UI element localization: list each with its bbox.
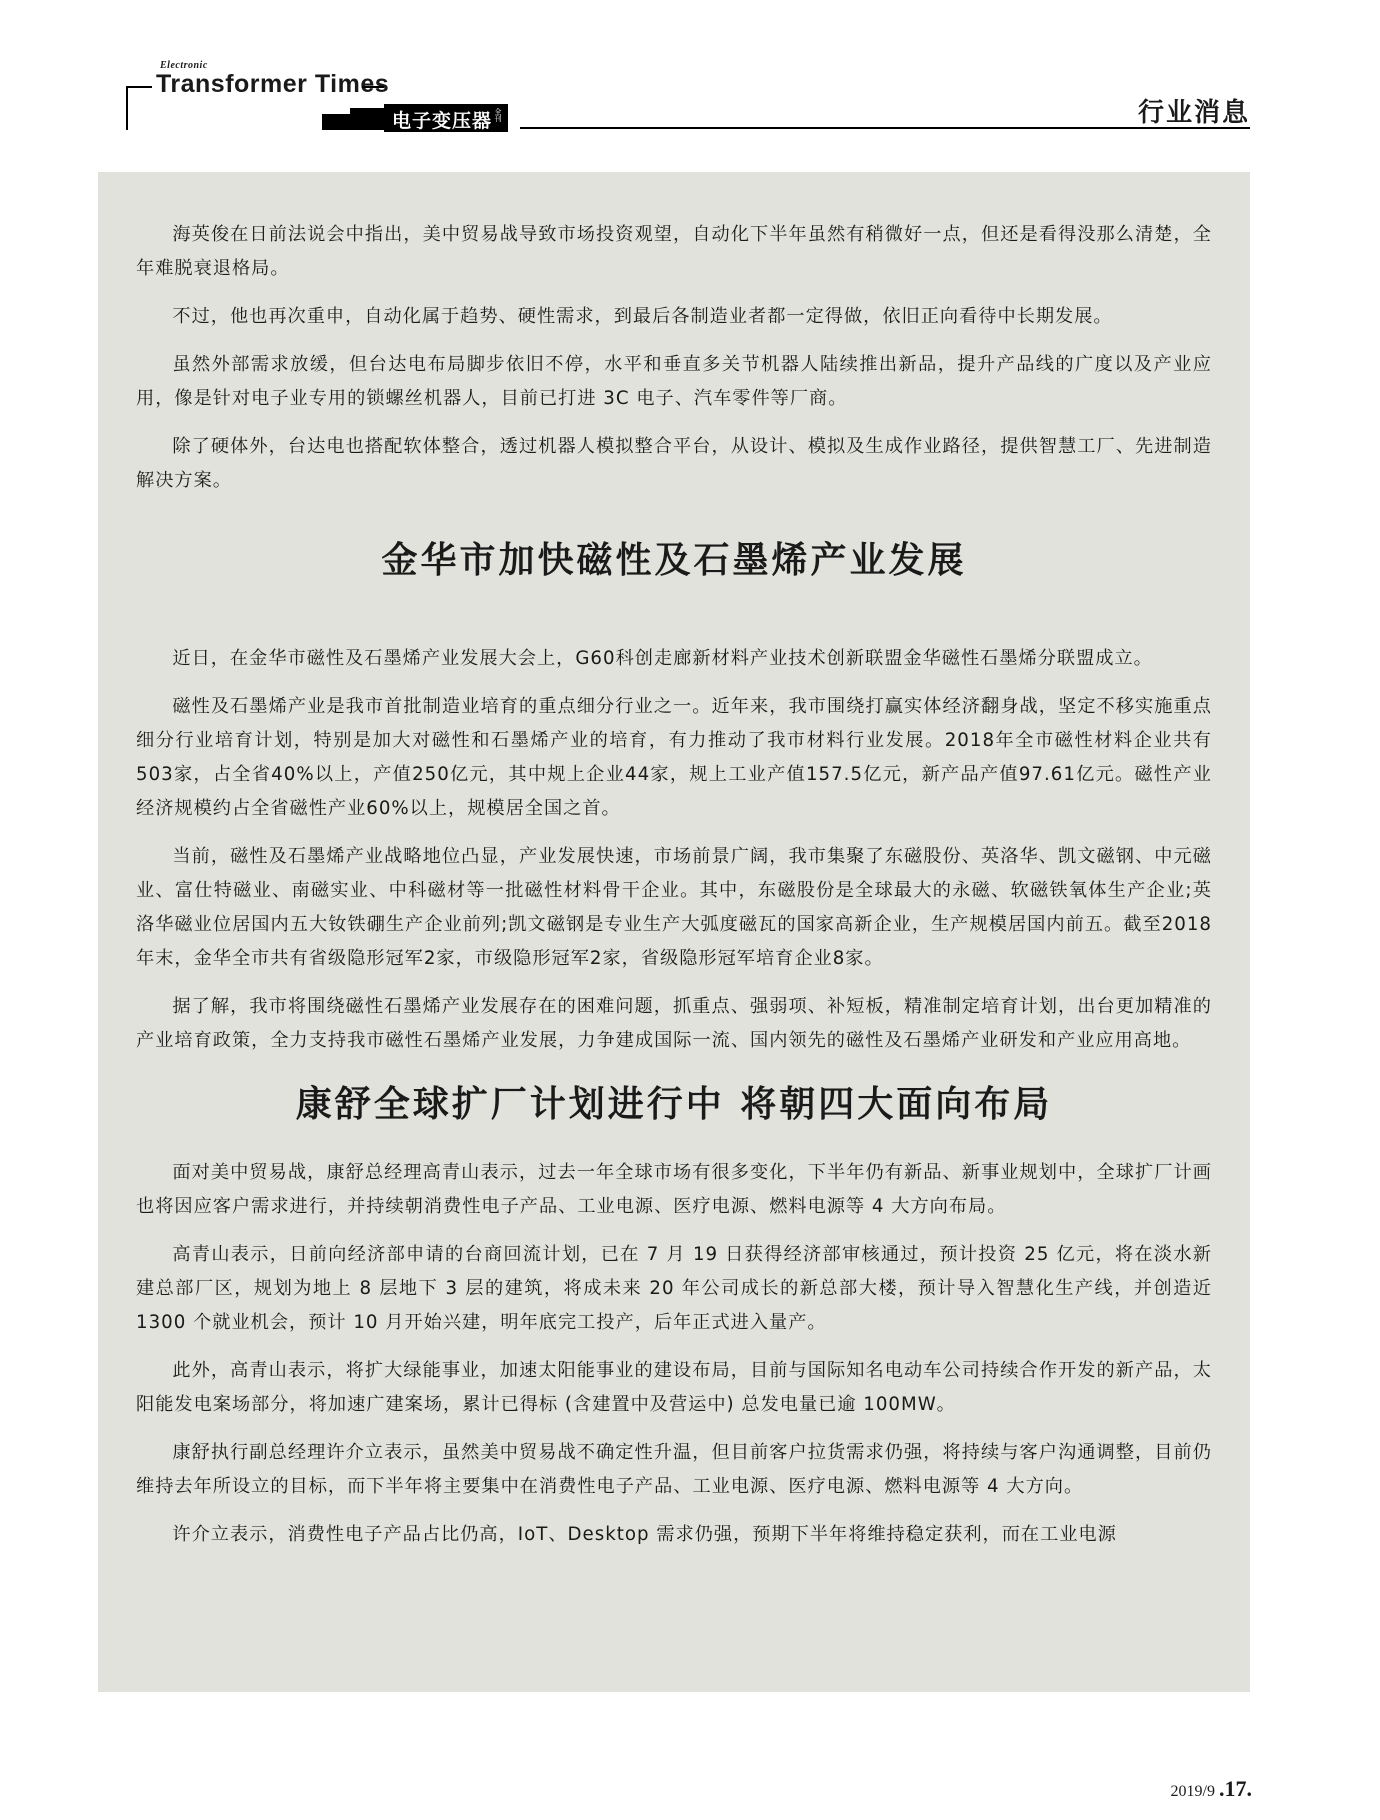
masthead-logo [126,60,502,132]
article2-headline: 金华市加快磁性及石墨烯产业发展 [381,540,967,581]
article-panel [98,172,1250,1692]
article2-paragraph: 磁性及石墨烯产业是我市首批制造业培育的重点细分行业之一。近年来，我市围绕打赢实体经济翻身战，坚定不移实施重点细分行业培育计划，特别是加大对磁性和石墨烯产业的培育，有力推动了我市材料行业发展。2018年全市磁性材料企业共有503家，占全省40%以上，产值250亿元，其中规上企业44家，规上工业产值157.5亿元，新产品产值97.61亿元。磁性产业经济规模约占全省磁性产业60%以上，规模居全国之首。 [136,696,1212,819]
masthead-title: Transformer Times [156,70,390,98]
article3-paragraph: 面对美中贸易战，康舒总经理高青山表示，过去一年全球市场有很多变化，下半年仍有新品、新事业规划中，全球扩厂计画也将因应客户需求进行，并持续朝消费性电子产品、工业电源、医疗电源、燃料电源等 4 大方向布局。 [136,1162,1212,1217]
article3-paragraph: 许介立表示，消费性电子产品占比仍高，IoT、Desktop 需求仍强，预期下半年将维持稳定获利，而在工业电源 [172,1524,1117,1545]
article1-paragraph: 海英俊在日前法说会中指出，美中贸易战导致市场投资观望，自动化下半年虽然有稍微好一点，但还是看得没那么清楚，全年难脱衰退格局。 [136,224,1212,279]
section-title: 行业消息 [1137,98,1250,128]
article3-paragraph: 此外，高青山表示，将扩大绿能事业，加速太阳能事业的建设布局，目前与国际知名电动车公司持续合作开发的新产品，太阳能发电案场部分，将加速广建案场，累计已得标 (含建置中及营运中) 总发电量已逾 100MW。 [136,1360,1212,1415]
masthead-cn-banner [322,104,512,132]
article1-paragraph: 虽然外部需求放缓，但台达电布局脚步依旧不停，水平和垂直多关节机器人陆续推出新品，提升产品线的广度以及产业应用，像是针对电子业专用的锁螺丝机器人，目前已打进 3C 电子、汽车零件等厂商。 [136,354,1212,409]
page-footer [1171,1776,1252,1802]
article1-paragraph: 除了硬体外，台达电也搭配软体整合，透过机器人模拟整合平台，从设计、模拟及生成作业路径，提供智慧工厂、先进制造解决方案。 [136,436,1212,491]
article2-paragraph: 近日，在金华市磁性及石墨烯产业发展大会上，G60科创走廊新材料产业技术创新联盟金华磁性石墨烯分联盟成立。 [172,648,1153,669]
masthead-cn-title: 电子变压器 [392,110,493,132]
masthead-rule-right [362,86,384,88]
masthead-cn-small: 全刊 [494,108,502,122]
article2-paragraph: 据了解，我市将围绕磁性石墨烯产业发展存在的困难问题，抓重点、强弱项、补短板，精准制定培育计划，出台更加精准的产业培育政策，全力支持我市磁性石墨烯产业发展，力争建成国际一流、国内领先的磁性及石墨烯产业研发和产业应用高地。 [136,996,1212,1051]
article3-headline: 康舒全球扩厂计划进行中 将朝四大面向布局 [295,1084,1053,1125]
article3-paragraph: 高青山表示，日前向经济部申请的台商回流计划，已在 7 月 19 日获得经济部审核通过，预计投资 25 亿元，将在淡水新建总部厂区，规划为地上 8 层地下 3 层的建筑，将成未来 20 年公司成长的新总部大楼，预计导入智慧化生产线，并创造近 1300 个就业机会，预计 10 月开始兴建，明年底完工投产，后年正式进入量产。 [136,1244,1212,1333]
page-number: .17. [1219,1776,1252,1801]
article2-paragraph: 当前，磁性及石墨烯产业战略地位凸显，产业发展快速，市场前景广阔，我市集聚了东磁股份、英洛华、凯文磁钢、中元磁业、富仕特磁业、南磁实业、中科磁材等一批磁性材料骨干企业。其中，东磁股份是全球最大的永磁、软磁铁氧体生产企业;英洛华磁业位居国内五大钕铁硼生产企业前列;凯文磁钢是专业生产大弧度磁瓦的国家高新企业，生产规模居国内前五。截至2018年末，金华全市共有省级隐形冠军2家，市级隐形冠军2家，省级隐形冠军培育企业8家。 [136,846,1212,969]
masthead-rule-left [126,86,152,88]
article3-paragraph: 康舒执行副总经理许介立表示，虽然美中贸易战不确定性升温，但目前客户拉货需求仍强，将持续与客户沟通调整，目前仍维持去年所设立的目标，而下半年将主要集中在消费性电子产品、工业电源、医疗电源、燃料电源等 4 大方向。 [136,1442,1212,1497]
issue-date: 2019/9 [1170,1783,1215,1800]
article1-paragraph: 不过，他也再次重申，自动化属于趋势、硬性需求，到最后各制造业者都一定得做，依旧正向看待中长期发展。 [172,306,1113,327]
masthead-rule-vertical [126,86,128,130]
masthead-small-label: Electronic [160,60,208,71]
